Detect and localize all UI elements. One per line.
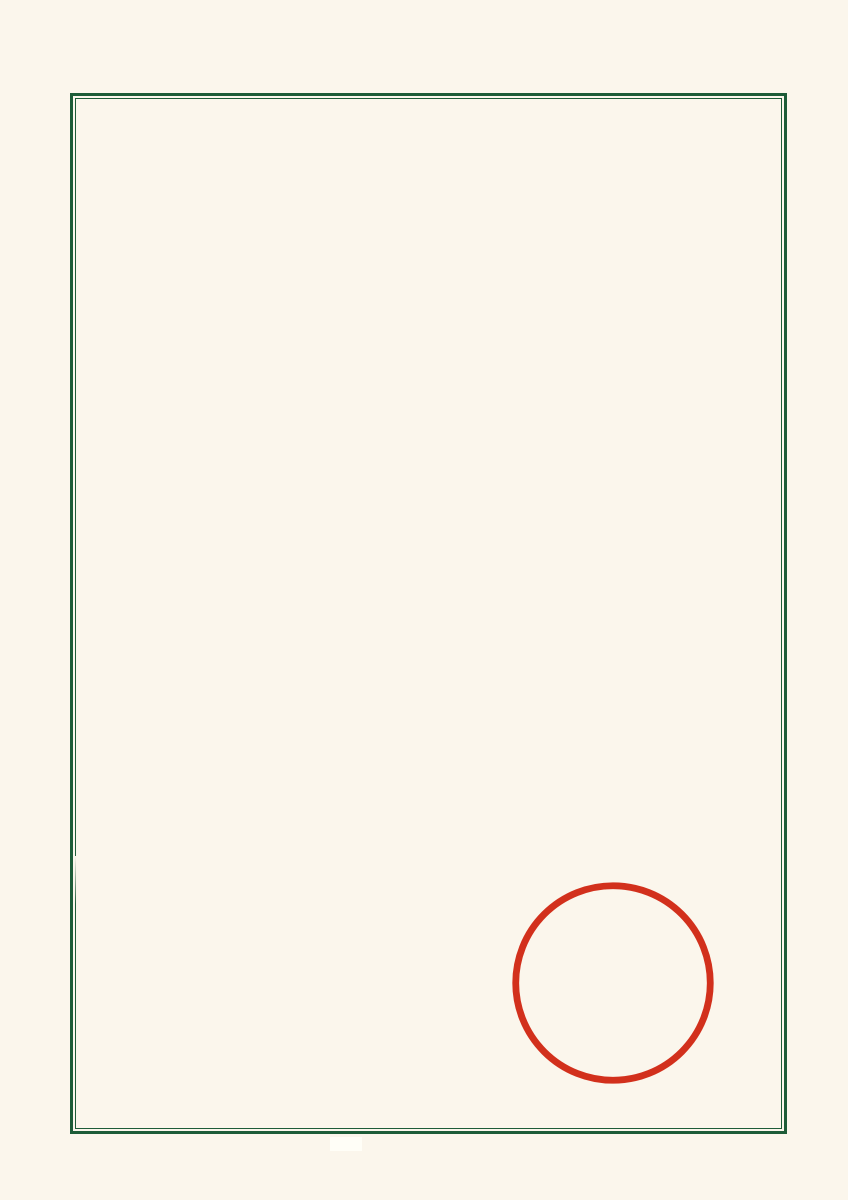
field-row-utility-model-name xyxy=(120,357,210,377)
qr-code xyxy=(684,148,750,214)
director-handwritten-signature xyxy=(238,938,453,1043)
field-row-inventor xyxy=(120,408,210,428)
top-flourish-ornament xyxy=(290,62,590,126)
barcode xyxy=(120,897,338,916)
field-row-patent-number xyxy=(120,459,210,479)
field-row-filing-date xyxy=(120,510,210,530)
official-red-seal xyxy=(506,876,720,1090)
continuation-note xyxy=(330,1137,362,1151)
field-row-grant-date-and-number xyxy=(120,663,410,683)
field-row-address xyxy=(120,612,210,632)
field-row-patentee xyxy=(120,561,210,581)
cnipa-logo xyxy=(356,146,476,252)
bottom-left-flourish-ornament xyxy=(66,1030,196,1134)
